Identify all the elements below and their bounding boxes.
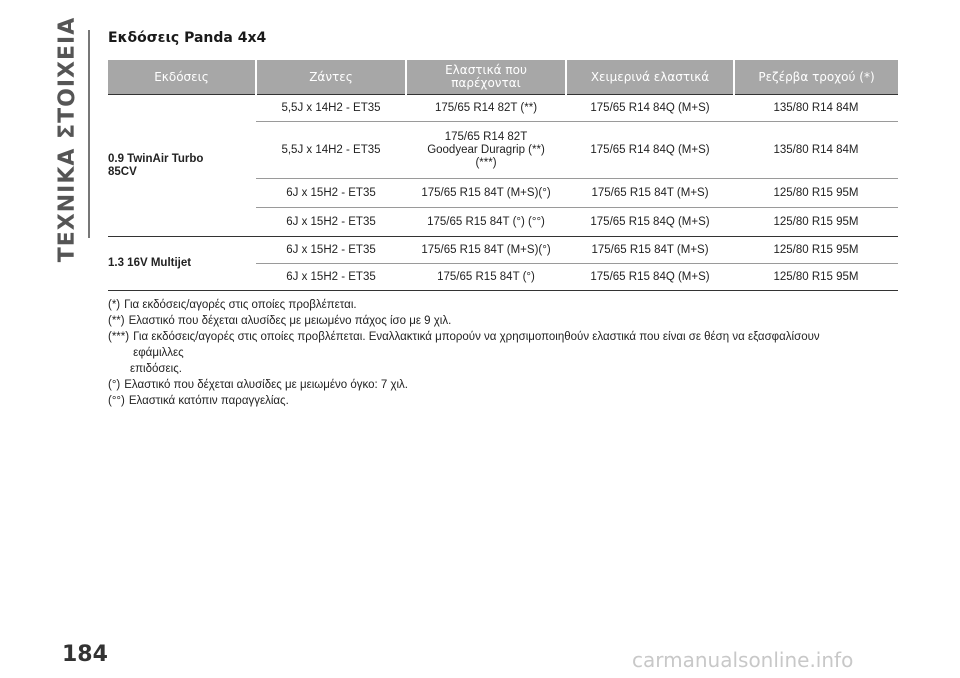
supplied-line1: 175/65 R14 82T xyxy=(444,130,528,143)
watermark: carmanualsonline.info xyxy=(632,648,854,672)
footnote-mark: (**) xyxy=(108,315,125,327)
footnote xyxy=(108,297,898,313)
footnote-mark: (*) xyxy=(108,299,121,311)
footnote-mark: (°) xyxy=(108,379,121,391)
winter-cell: 175/65 R15 84T (M+S) xyxy=(566,179,734,208)
winter-cell: 175/65 R15 84Q (M+S) xyxy=(566,208,734,237)
spare-cell: 125/80 R15 95M xyxy=(734,208,898,237)
footnote xyxy=(108,329,898,361)
header-winter-tyres: Χειμερινά ελαστικά xyxy=(566,60,734,95)
engine-cell-multijet: 1.3 16V Multijet xyxy=(108,237,256,291)
footnote-text: Ελαστικό που δέχεται αλυσίδες με μειωμένο πάχος ίσο με 9 χιλ. xyxy=(128,315,452,327)
winter-cell: 175/65 R15 84Q (M+S) xyxy=(566,264,734,291)
header-spare-wheel: Ρεζέρβα τροχού (*) xyxy=(734,60,898,95)
rim-cell: 6J x 15H2 - ET35 xyxy=(256,237,406,264)
footnotes xyxy=(108,297,898,409)
rim-cell: 6J x 15H2 - ET35 xyxy=(256,264,406,291)
supplied-line2: Goodyear Duragrip (**) xyxy=(427,143,545,156)
supplied-cell: 175/65 R15 84T (M+S)(°) xyxy=(406,179,566,208)
engine-name-line1: 0.9 TwinAir Turbo xyxy=(108,152,204,165)
engine-cell-twinair xyxy=(108,95,256,237)
spare-cell: 125/80 R15 95M xyxy=(734,264,898,291)
spare-cell: 125/80 R15 95M xyxy=(734,179,898,208)
rim-cell: 6J x 15H2 - ET35 xyxy=(256,208,406,237)
footnote-text: Για εκδόσεις/αγορές στις οποίες προβλέπεται. xyxy=(124,299,357,311)
footnote-text: Ελαστικά κατόπιν παραγγελίας. xyxy=(128,395,289,407)
footnote-text: Για εκδόσεις/αγορές στις οποίες προβλέπεται. Εναλλακτικά μπορούν να χρησιμοποιηθούν ελαστικά που είναι σε θέση να εξασφαλίσουν εφάμιλλες xyxy=(133,331,820,359)
table-row xyxy=(108,237,898,264)
supplied-cell: 175/65 R14 82T (**) xyxy=(406,95,566,122)
page-content xyxy=(108,30,898,409)
supplied-cell: 175/65 R15 84T (°) xyxy=(406,264,566,291)
footnote xyxy=(108,393,898,409)
footnote xyxy=(108,313,898,329)
winter-cell: 175/65 R14 84Q (M+S) xyxy=(566,95,734,122)
section-title: Εκδόσεις Panda 4x4 xyxy=(108,30,267,46)
footnote-mark: (°°) xyxy=(108,395,125,407)
footnote-text: Ελαστικό που δέχεται αλυσίδες με μειωμένο όγκο: 7 χιλ. xyxy=(124,379,409,391)
spare-cell: 125/80 R15 95M xyxy=(734,237,898,264)
header-supplied-tyres xyxy=(406,60,566,95)
header-supplied-line1: Ελαστικά που xyxy=(445,63,527,77)
side-title-text: ΤΕΧΝΙΚΑ ΣΤΟΙΧΕΙΑ xyxy=(55,16,81,262)
supplied-cell: 175/65 R15 84T (M+S)(°) xyxy=(406,237,566,264)
supplied-cell: 175/65 R15 84T (°) (°°) xyxy=(406,208,566,237)
side-divider xyxy=(88,30,90,238)
header-versions: Εκδόσεις xyxy=(108,60,256,95)
section-side-title xyxy=(42,16,94,262)
footnote xyxy=(108,377,898,393)
table-header-row xyxy=(108,60,898,95)
footnote-mark: (***) xyxy=(108,331,130,343)
header-rims: Ζάντες xyxy=(256,60,406,95)
spare-cell: 135/80 R14 84M xyxy=(734,122,898,179)
rim-cell: 5,5J x 14H2 - ET35 xyxy=(256,122,406,179)
page-number: 184 xyxy=(62,642,108,667)
versions-table xyxy=(108,60,898,291)
spare-cell: 135/80 R14 84M xyxy=(734,95,898,122)
rim-cell: 5,5J x 14H2 - ET35 xyxy=(256,95,406,122)
rim-cell: 6J x 15H2 - ET35 xyxy=(256,179,406,208)
winter-cell: 175/65 R14 84Q (M+S) xyxy=(566,122,734,179)
supplied-line3: (***) xyxy=(475,156,497,169)
footnote-continuation: επιδόσεις. xyxy=(130,363,182,375)
engine-name-line2: 85CV xyxy=(108,165,137,178)
table-row xyxy=(108,95,898,122)
supplied-cell xyxy=(406,122,566,179)
header-supplied-line2: παρέχονται xyxy=(451,76,521,90)
winter-cell: 175/65 R15 84T (M+S) xyxy=(566,237,734,264)
